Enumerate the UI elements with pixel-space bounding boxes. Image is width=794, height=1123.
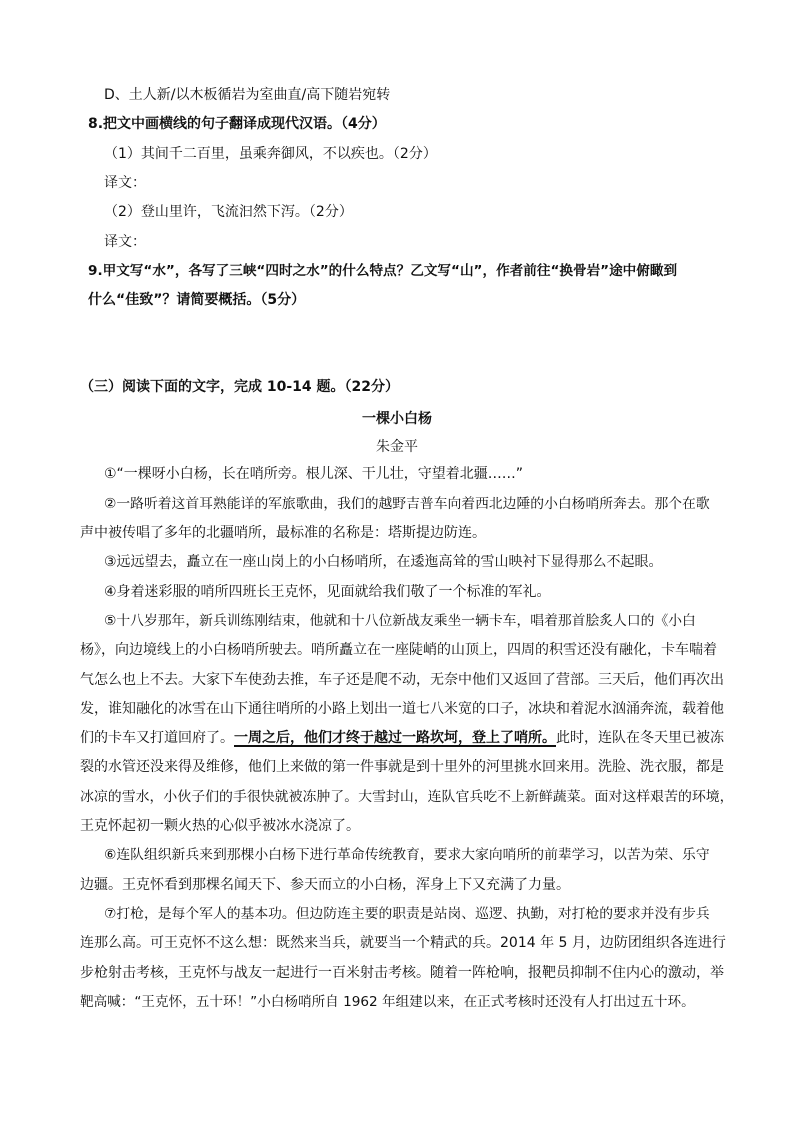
paragraph-4: ④身着迷彩服的哨所四班长王克怀，见面就给我们敬了一个标准的军礼。 [104,584,551,600]
paragraph-7-line-2: 连那么高。可王克怀不这么想：既然来当兵，就要当一个精武的兵。2014 年 5 月，边防团组织各连进行 [80,935,726,951]
paragraph-6-line-1: ⑥连队组织新兵来到那棵小白杨下进行革命传统教育，要求大家向哨所的前辈学习，以苦为荣、乐守 [104,847,710,863]
section-3-header: （三）阅读下面的文字，完成 10-14 题。（22分） [80,379,400,395]
question-8-part-1: （1）其间千二百里，虽乘奔御风，不以疾也。（2分） [104,146,437,162]
paragraph-5-line-7: 冰凉的雪水，小伙子们的手很快就被冻肿了。大雪封山，连队官兵吃不上新鲜蔬菜。面对这样艰苦的环境， [80,789,734,805]
paragraph-7-line-3: 步枪射击考核，王克怀与战友一起进行一百米射击考核。随着一阵枪响，报靶员抑制不住内心的激动，举 [80,965,724,981]
question-8-part-2: （2）登山里许，飞流汩然下泻。（2分） [104,204,353,220]
underlined-sentence: 一周之后，他们才终于越过一路坎坷，登上了哨所。 [234,730,556,746]
paragraph-2-line-2: 声中被传唱了多年的北疆哨所，最标准的名称是：塔斯提边防连。 [80,525,486,541]
paragraph-5-line-1: ⑤十八岁那年，新兵训练刚结束，他就和十八位新战友乘坐一辆卡车，唱着那首脍炙人口的《小白 [104,613,696,629]
option-d: D、土人新/以木板循岩为室曲直/高下随岩宛转 [104,87,391,103]
paragraph-5-line-6: 裂的水管还没来得及维修，他们上来做的第一件事就是到十里外的河里挑水回来用。洗脸、洗衣服，都是 [80,759,724,775]
paragraph-5-line-4: 发，谁知融化的冰雪在山下通往哨所的小路上划出一道七八米宽的口子，冰块和着泥水汹涌奔流，载着他 [80,701,724,717]
paragraph-3: ③远远望去，矗立在一座山岗上的小白杨哨所，在逶迤高耸的雪山映衬下显得那么不起眼。 [104,554,663,570]
article-author: 朱金平 [376,439,418,455]
paragraph-5-line-8: 王克怀起初一颗火热的心似乎被冰水浇凉了。 [80,818,360,834]
paragraph-5-line-5-end: 此时，连队在冬天里已被冻 [556,730,724,746]
translation-label-1: 译文： [104,175,146,191]
question-9-line-2: 什么“佳致”？请简要概括。（5分） [88,292,306,308]
translation-label-2: 译文： [104,234,146,250]
paragraph-5-line-5 [80,728,724,748]
paragraph-1: ①“一棵呀小白杨，长在哨所旁。根儿深、干儿壮，守望着北疆……” [104,466,524,482]
paragraph-5-line-5-start: 们的卡车又打道回府了。 [80,730,234,746]
paragraph-2-line-1: ②一路听着这首耳熟能详的军旅歌曲，我们的越野吉普车向着西北边陲的小白杨哨所奔去。那个在歌 [104,496,710,512]
paragraph-7-line-1: ⑦打枪，是每个军人的基本功。但边防连主要的职责是站岗、巡逻、执勤，对打枪的要求并没有步兵 [104,906,710,922]
question-8: 8.把文中画横线的句子翻译成现代汉语。（4分） [88,116,386,132]
article-title: 一棵小白杨 [362,411,432,427]
paragraph-5-line-3: 气怎么也上不去。大家下车使劲去推，车子还是爬不动，无奈中他们又返回了营部。三天后，他们再次出 [80,672,724,688]
paragraph-5-line-2: 杨》，向边境线上的小白杨哨所驶去。哨所矗立在一座陡峭的山顶上，四周的积雪还没有融化，卡车喘着 [80,642,717,658]
question-9-line-1: 9.甲文写“水”，各写了三峡“四时之水”的什么特点？乙文写“山”，作者前往“换骨岩”途中俯瞰到 [88,263,678,279]
paragraph-7-line-4: 靶高喊：“王克怀，五十环！”小白杨哨所自 1962 年组建以来，在正式考核时还没有人打出过五十环。 [80,994,695,1010]
paragraph-6-line-2: 边疆。王克怀看到那棵名闻天下、参天而立的小白杨，浑身上下又充满了力量。 [80,877,570,893]
